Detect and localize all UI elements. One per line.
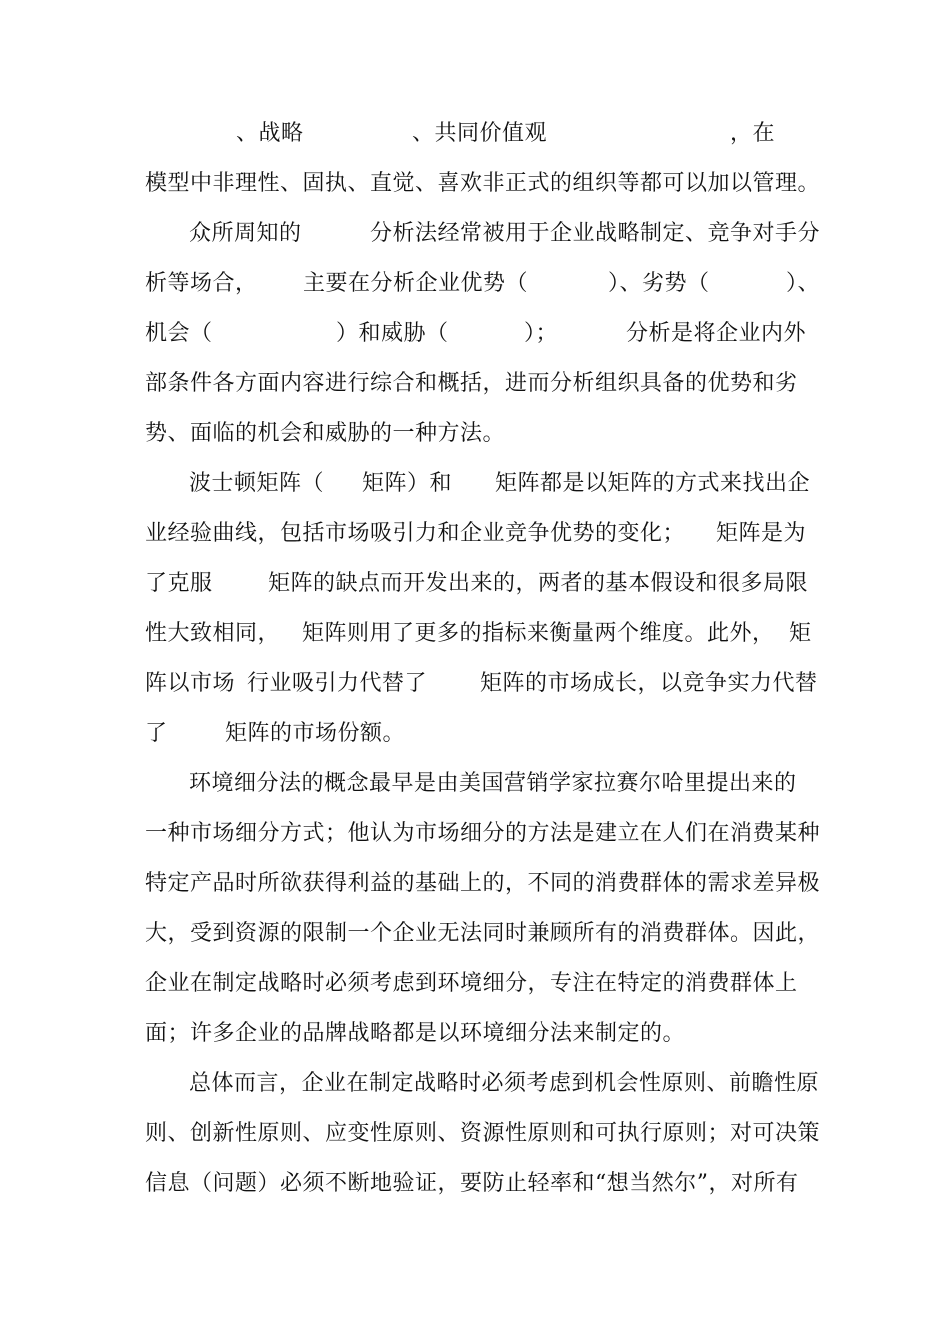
text-line (0, 864, 950, 904)
text-segment: 矩阵都是以矩阵的方式来找出企 (495, 471, 811, 496)
text-segment: 析等场合， (145, 271, 258, 296)
text-segment: 环境细分法的概念最早是由美国营销学家拉赛尔哈里提出来的 (189, 771, 797, 796)
text-segment: 矩 (789, 621, 812, 646)
text-segment: 矩阵）和 (362, 471, 453, 496)
text-line (0, 1114, 950, 1154)
text-segment: 矩阵的市场份额。 (225, 721, 406, 746)
text-segment: 部条件各方面内容进行综合和概括，进而分析组织具备的优势和劣 (145, 371, 798, 396)
text-line (0, 1164, 950, 1204)
text-line (0, 1064, 950, 1104)
text-segment: ）、劣势（ (608, 271, 710, 296)
text-segment: 企业在制定战略时必须考虑到环境细分，专注在特定的消费群体上 (145, 971, 798, 996)
text-line (0, 464, 950, 504)
text-line (0, 614, 950, 654)
text-line (0, 764, 950, 804)
text-segment: ）和威胁（ (336, 321, 449, 346)
text-segment: 阵以市场 (145, 671, 236, 696)
text-line (0, 914, 950, 954)
text-segment: 矩阵是为 (716, 521, 807, 546)
text-segment: 信息（问题）必须不断地验证，要防止轻率和“想当然尔”，对所有 (145, 1171, 799, 1196)
text-line (0, 414, 950, 454)
text-segment: 了克服 (145, 571, 213, 596)
text-line (0, 1014, 950, 1054)
text-line (0, 264, 950, 304)
text-segment: 特定产品时所欲获得利益的基础上的，不同的消费群体的需求差异极 (145, 871, 821, 896)
text-segment: 模型中非理性、固执、直觉、喜欢非正式的组织等都可以加以管理。 (145, 171, 821, 196)
text-segment: 总体而言，企业在制定战略时必须考虑到机会性原则、前瞻性原 (189, 1071, 820, 1096)
text-segment: 矩阵则用了更多的指标来衡量两个维度。此外， (302, 621, 775, 646)
text-segment: ）、 (786, 271, 821, 296)
text-segment: 业经验曲线，包括市场吸引力和企业竞争优势的变化； (145, 521, 686, 546)
text-segment: 面；许多企业的品牌战略都是以环境细分法来制定的。 (145, 1021, 686, 1046)
text-line (0, 564, 950, 604)
text-segment: 了 (145, 721, 168, 746)
text-segment: 性大致相同， (145, 621, 281, 646)
text-segment: 大，受到资源的限制一个企业无法同时兼顾所有的消费群体。因此， (145, 921, 821, 946)
text-segment: 波士顿矩阵（ (189, 471, 325, 496)
text-segment: 机会（ (145, 321, 213, 346)
text-segment: 矩阵的市场成长，以竞争实力代替 (480, 671, 818, 696)
text-segment: ，在 (730, 121, 776, 146)
text-segment: 、共同价值观 (412, 121, 548, 146)
text-segment: 分析是将企业内外 (626, 321, 807, 346)
text-segment: 众所周知的 (189, 221, 302, 246)
text-segment: 行业吸引力代替了 (247, 671, 428, 696)
text-segment: 矩阵的缺点而开发出来的，两者的基本假设和很多局限 (268, 571, 809, 596)
text-segment: 势、面临的机会和威胁的一种方法。 (145, 421, 506, 446)
text-line (0, 364, 950, 404)
text-segment: 主要在分析企业优势（ (303, 271, 529, 296)
text-line (0, 164, 950, 204)
text-segment: 分析法经常被用于企业战略制定、竞争对手分 (370, 221, 821, 246)
text-line (0, 214, 950, 254)
text-line (0, 814, 950, 854)
text-line (0, 514, 950, 554)
text-segment: 一种市场细分方式；他认为市场细分的方法是建立在人们在消费某种 (145, 821, 821, 846)
text-segment: 、战略 (236, 121, 304, 146)
text-line (0, 114, 950, 154)
text-line (0, 664, 950, 704)
text-segment: ）； (524, 321, 559, 346)
text-line (0, 964, 950, 1004)
text-segment: 则、创新性原则、应变性原则、资源性原则和可执行原则；对可决策 (145, 1121, 821, 1146)
text-line (0, 714, 950, 754)
text-line (0, 314, 950, 354)
